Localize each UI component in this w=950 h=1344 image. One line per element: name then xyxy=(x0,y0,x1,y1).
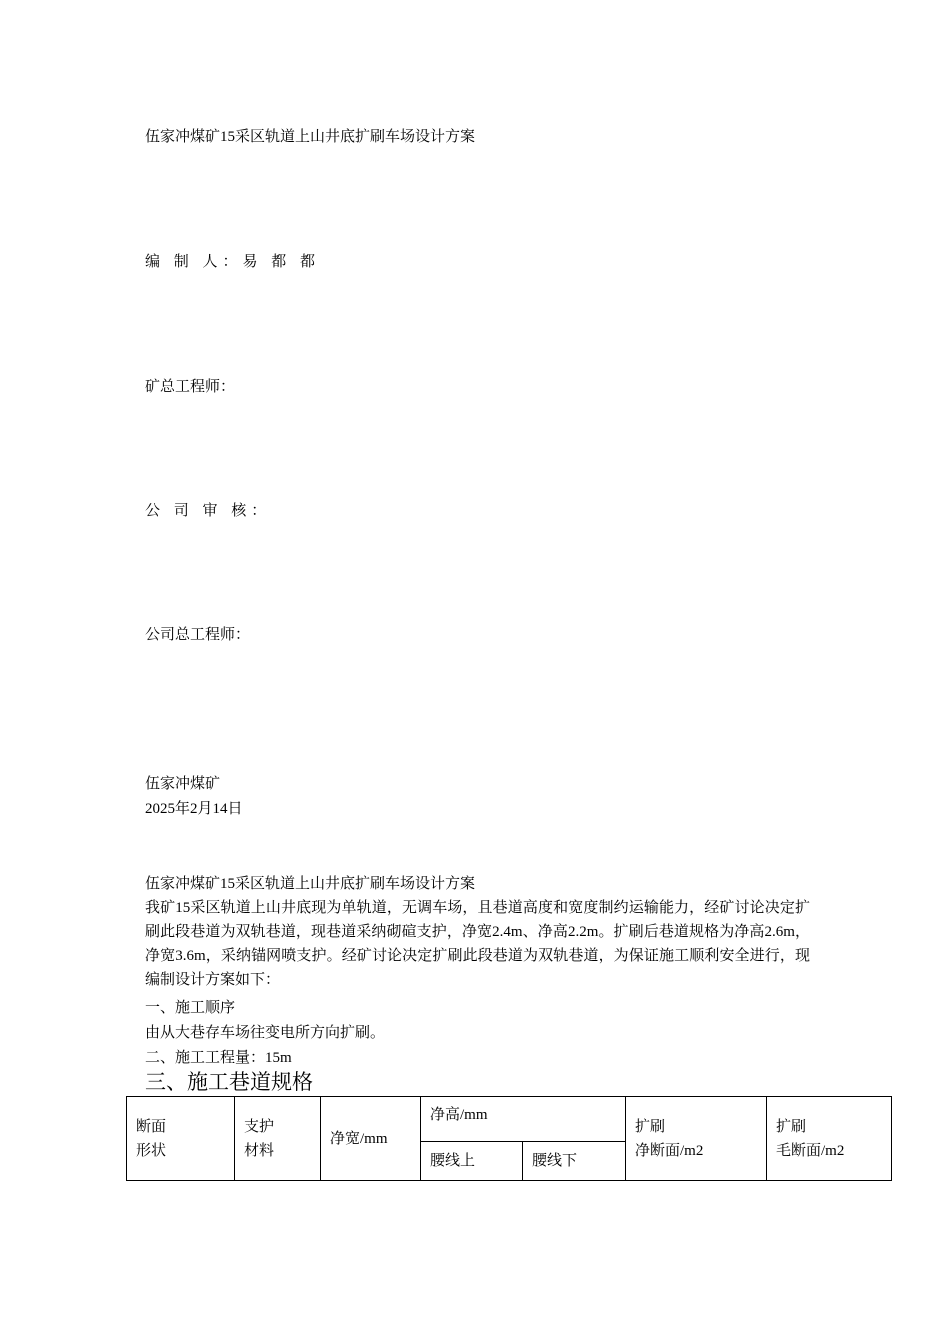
intro-paragraph: 我矿15采区轨道上山井底现为单轨道，无调车场，且巷道高度和宽度制约运输能力，经矿讨论决定扩刷此段巷道为双轨巷道，现巷道采纳砌碹支护，净宽2.4m、净高2.2m。扩刷后巷道规格为净高2.6m，净宽3.6m，采纳锚网喷支护。经矿讨论决定扩刷此段巷道为双轨巷道，为保证施工顺利安全进行，现编制设计方案如下： xyxy=(145,900,810,988)
header-net-height: 净高/mm xyxy=(421,1097,626,1142)
header-support-material: 支护 材料 xyxy=(235,1097,321,1181)
cover-title: 伍家冲煤矿15采区轨道上山井底扩刷车场设计方案 xyxy=(145,129,476,145)
table-header-row xyxy=(127,1097,892,1142)
company-review-label: 公 司 审 核： xyxy=(145,503,272,519)
section-1-text: 由从大巷存车场往变电所方向扩刷。 xyxy=(145,1025,386,1041)
cover-org: 伍家冲煤矿 xyxy=(145,776,221,792)
cover-date: 2025年2月14日 xyxy=(145,801,243,817)
roadway-spec-table xyxy=(126,1096,892,1181)
chief-engineer-label: 矿总工程师： xyxy=(145,379,236,395)
header-net-section: 扩刷 净断面/m2 xyxy=(626,1097,767,1181)
header-section-shape: 断面 形状 xyxy=(127,1097,235,1181)
header-below-waistline: 腰线下 xyxy=(523,1142,626,1181)
section-2-title: 二、施工工程量：15m xyxy=(145,1050,292,1066)
editor-label: 编 制 人：易 都 都 xyxy=(145,254,321,270)
body-title: 伍家冲煤矿15采区轨道上山井底扩刷车场设计方案 xyxy=(145,876,476,892)
header-above-waistline: 腰线上 xyxy=(421,1142,523,1181)
header-gross-section: 扩刷 毛断面/m2 xyxy=(767,1097,892,1181)
section-1-title: 一、施工顺序 xyxy=(145,1000,236,1016)
header-net-width: 净宽/mm xyxy=(321,1097,421,1181)
section-3-title: 三、施工巷道规格 xyxy=(145,1070,313,1094)
company-chief-engineer-label: 公司总工程师： xyxy=(145,627,251,643)
